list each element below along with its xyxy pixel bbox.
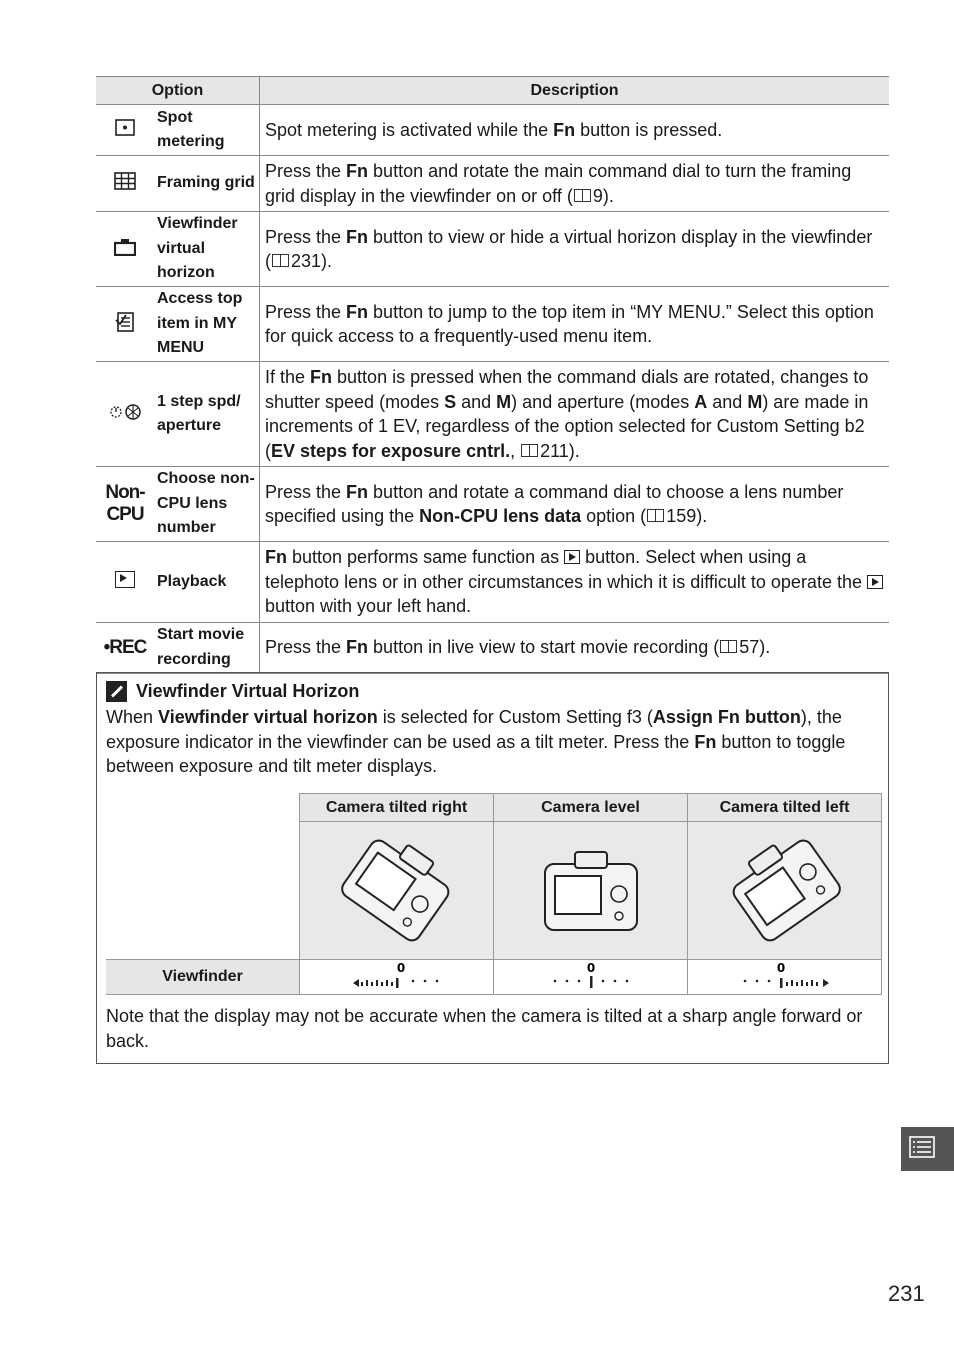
- indicator-zero: 0: [776, 960, 785, 975]
- page-ref-icon: [521, 444, 538, 457]
- pencil-icon: [106, 681, 127, 702]
- option-name: Start movie recording: [154, 622, 260, 673]
- camera-tilted-left-image: [688, 822, 882, 960]
- table-row: [96, 212, 889, 287]
- playback-button-icon: [867, 575, 883, 589]
- option-description: Press the Fn button to jump to the top item in “MY MENU.” Select this option for quick access to a frequently-used menu item.: [260, 287, 890, 362]
- step-spd-aperture-icon: [107, 402, 143, 427]
- page-ref-icon: [647, 509, 664, 522]
- header-option: Option: [96, 77, 260, 105]
- tilt-meter-table: [106, 793, 882, 995]
- virtual-horizon-icon: [114, 238, 136, 261]
- option-description: If the Fn button is pressed when the command dials are rotated, changes to shutter speed (modes S and M) and aperture (modes A and M) are made in increments of 1 EV, regardless of the option selected for Custom Setting b2 (EV steps for exposure cntrl., 211).: [260, 362, 890, 467]
- table-row: [96, 622, 889, 673]
- option-name: 1 step spd/ aperture: [154, 362, 260, 467]
- page-ref-icon: [574, 189, 591, 202]
- option-description: Press the Fn button in live view to start movie recording ( 57).: [260, 622, 890, 673]
- option-name: Choose non-CPU lens number: [154, 467, 260, 542]
- note-body: When Viewfinder virtual horizon is selected for Custom Setting f3 (Assign Fn button), the exposure indicator in the viewfinder can be used as a tilt meter. Press the Fn button to toggle between exposure and tilt meter displays.: [106, 707, 846, 776]
- option-name: Playback: [154, 542, 260, 623]
- playback-button-icon: [564, 550, 580, 564]
- viewfinder-row-label: Viewfinder: [106, 960, 300, 995]
- option-description: Press the Fn button and rotate a command dial to choose a lens number specified using the Non-CPU lens data option ( 159).: [260, 467, 890, 542]
- indicator-tilted-right: [300, 960, 494, 995]
- table-row: [96, 105, 889, 156]
- movie-rec-icon: •REC: [103, 636, 147, 658]
- option-description: Press the Fn button and rotate the main command dial to turn the framing grid display in the viewfinder on or off ( 9).: [260, 156, 890, 212]
- column-level: Camera level: [494, 794, 688, 822]
- page-ref-icon: [272, 254, 289, 267]
- option-description: Fn button performs same function as button. Select when using a telephoto lens or in other circumstances in which it is difficult to operate the button with your left hand.: [260, 542, 890, 623]
- menu-section-tab[interactable]: [901, 1127, 954, 1171]
- options-table: [96, 76, 889, 674]
- option-description: Press the Fn button to view or hide a virtual horizon display in the viewfinder ( 231).: [260, 212, 890, 287]
- table-row: [96, 467, 889, 542]
- my-menu-icon: [115, 311, 135, 338]
- table-row: [96, 156, 889, 212]
- page-number: 231: [888, 1281, 925, 1306]
- indicator-tilted-left: [688, 960, 882, 995]
- header-description: Description: [260, 77, 890, 105]
- indicator-zero: 0: [586, 960, 595, 975]
- framing-grid-icon: [114, 172, 136, 195]
- non-cpu-lens-icon: Non-CPU: [105, 482, 145, 525]
- table-row: [96, 362, 889, 467]
- note-title: Viewfinder Virtual Horizon: [106, 681, 359, 702]
- table-header: [96, 77, 889, 105]
- option-name: Access top item in MY MENU: [154, 287, 260, 362]
- option-description: Spot metering is activated while the Fn button is pressed.: [260, 105, 890, 156]
- spot-metering-icon: [115, 119, 135, 142]
- camera-level-image: [494, 822, 688, 960]
- table-row: [96, 287, 889, 362]
- camera-tilted-right-image: [300, 822, 494, 960]
- option-name: Spot metering: [154, 105, 260, 156]
- table-row: [96, 542, 889, 623]
- playback-icon: [115, 571, 135, 588]
- menu-list-icon: [901, 1127, 954, 1171]
- note-footer: Note that the display may not be accurate when the camera is tilted at a sharp angle forward or back.: [106, 1006, 863, 1051]
- indicator-level: [494, 960, 688, 995]
- page-ref-icon: [720, 640, 737, 653]
- column-tilted-right: Camera tilted right: [300, 794, 494, 822]
- indicator-zero: 0: [396, 960, 405, 975]
- option-name: Framing grid: [154, 156, 260, 212]
- option-name: Viewfinder virtual horizon: [154, 212, 260, 287]
- column-tilted-left: Camera tilted left: [688, 794, 882, 822]
- note-box: [96, 672, 889, 1064]
